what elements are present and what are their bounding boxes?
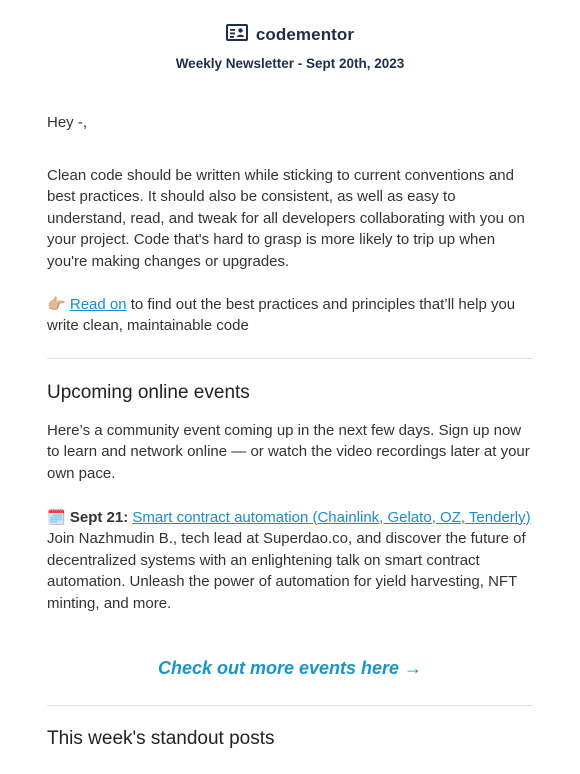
codementor-logo-icon (226, 24, 248, 46)
newsletter-body (47, 112, 533, 751)
section-divider (47, 358, 533, 359)
event-item (47, 507, 533, 529)
event-title-link[interactable]: Smart contract automation (Chainlink, Gelato, OZ, Tenderly) (132, 508, 531, 526)
events-description: Here’s a community event coming up in the next few days. Sign up now to learn and network online — or watch the video recordings later at your own pace. (47, 421, 530, 482)
pointing-hand-icon: 👉🏼 (47, 294, 66, 313)
brand-logo[interactable] (226, 24, 354, 46)
brand-name: codementor (255, 25, 355, 44)
events-cta (47, 658, 533, 679)
read-on-description: to find out the best practices and principles that’ll help you write clean, maintainable code (47, 295, 516, 335)
read-on-link[interactable]: Read on (69, 295, 127, 313)
read-on-line (47, 294, 533, 337)
events-heading: Upcoming online events (47, 381, 250, 403)
section-divider (47, 705, 533, 706)
newsletter-header (0, 24, 580, 71)
greeting: Hey -, (47, 114, 88, 131)
posts-heading: This week's standout posts (47, 727, 275, 749)
intro-paragraph: Clean code should be written while sticking to current conventions and best practices. It should also be consistent, as well as easy to understand, read, and tweak for all developers collaborating with you on your project. Code that's hard to grasp is more likely to trip up when you're making changes or upgrades. (47, 166, 525, 270)
calendar-icon: 🗓️ (47, 507, 66, 526)
newsletter-subtitle: Weekly Newsletter - Sept 20th, 2023 (175, 56, 405, 71)
event-date: Sept 21: (69, 508, 129, 526)
event-description: Join Nazhmudin B., tech lead at Superdao.co, and discover the future of decentralized systems with an enlightening talk on smart contract automation. Unleash the power of automation for yield harvesting, NFT minting, and more. (47, 530, 526, 612)
more-events-link[interactable]: Check out more events here → (157, 657, 423, 678)
